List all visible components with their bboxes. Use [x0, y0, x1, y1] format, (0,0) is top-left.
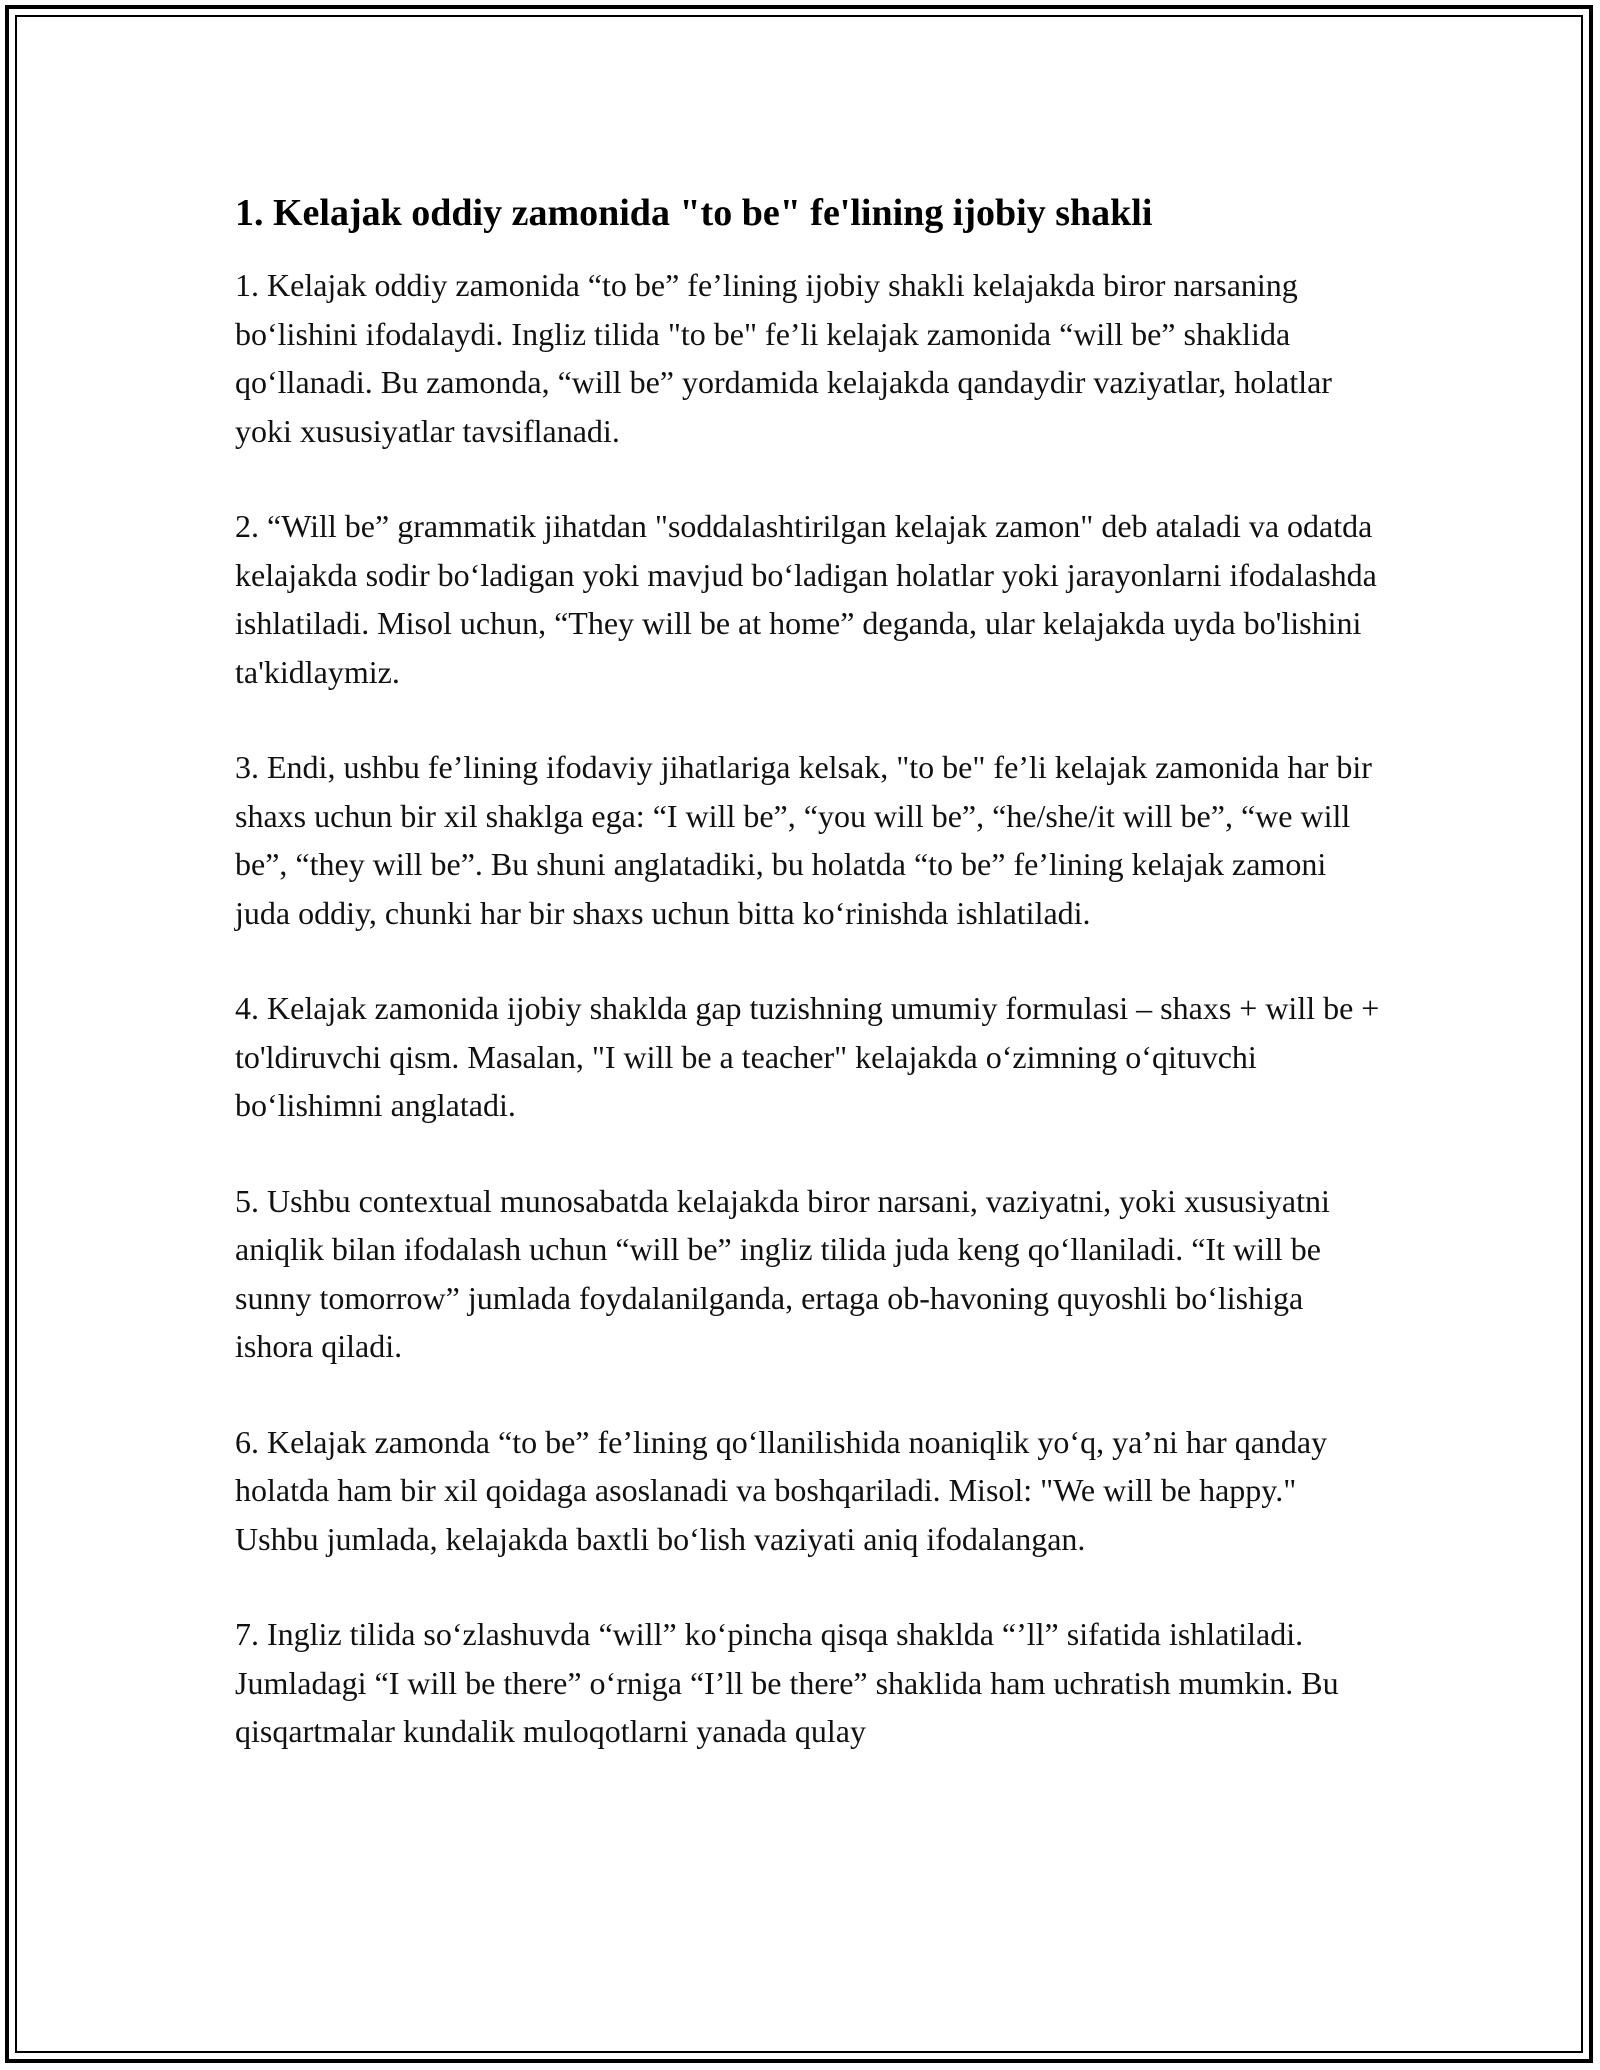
paragraph-6: 6. Kelajak zamonda “to be” fe’lining qoʻllanilishida noaniqlik yoʻq, ya’ni har qanday holatda ham bir xil qoidaga asoslanadi va boshqariladi. Misol: "We will be happy." Ushbu jumlada, kelajakda baxtli boʻlish vaziyati aniq ifodalangan.	[235, 1423, 1328, 1557]
paragraph-2: 2. “Will be” grammatik jihatdan "soddalashtirilgan kelajak zamon" deb ataladi va odatda kelajakda sodir boʻladigan yoki mavjud boʻladigan holatlar yoki jarayonlarni ifodalashda ishlatiladi. Misol uchun, “They will be at home” deganda, ular kelajakda uyda bo'lishini ta'kidlaymiz.	[235, 508, 1377, 690]
document-body	[235, 185, 1385, 1756]
paragraph-1: 1. Kelajak oddiy zamonida “to be” fe’lining ijobiy shakli kelajakda biror narsaning boʻlishini ifodalaydi. Ingliz tilida "to be" fe’li kelajak zamonida “will be” shaklida qoʻllanadi. Bu zamonda, “will be” yordamida kelajakda qandaydir vaziyatlar, holatlar yoki xususiyatlar tavsiflanadi.	[235, 267, 1332, 449]
paragraph-3: 3. Endi, ushbu fe’lining ifodaviy jihatlariga kelsak, "to be" fe’li kelajak zamonida har bir shaxs uchun bir xil shaklga ega: “I will be”, “you will be”, “he/she/it will be”, “we will be”, “they will be”. Bu shuni anglatadiki, bu holatda “to be” fe’lining kelajak zamoni juda oddiy, chunki har bir shaxs uchun bitta koʻrinishda ishlatiladi.	[235, 749, 1372, 931]
paragraph-4: 4. Kelajak zamonida ijobiy shaklda gap tuzishning umumiy formulasi – shaxs + will be + to'ldiruvchi qism. Masalan, "I will be a teacher" kelajakda oʻzimning oʻqituvchi boʻlishimni anglatadi.	[235, 990, 1380, 1123]
paragraph-5: 5. Ushbu contextual munosabatda kelajakda biror narsani, vaziyatni, yoki xususiyatni aniqlik bilan ifodalash uchun “will be” ingliz tilida juda keng qoʻllaniladi. “It will be sunny tomorrow” jumlada foydalanilganda, ertaga ob-havoning quyoshli boʻlishiga ishora qiladi.	[235, 1182, 1330, 1364]
document-title: 1. Kelajak oddiy zamonida "to be" fe'lining ijobiy shakli	[235, 192, 1153, 234]
paragraph-7: 7. Ingliz tilida soʻzlashuvda “will” koʻpincha qisqa shaklda “’ll” sifatida ishlatiladi. Jumladagi “I will be there” oʻrniga “I’ll be there” shaklida ham uchratish mumkin. Bu qisqartmalar kundalik muloqotlarni yanada qulay	[235, 1616, 1339, 1749]
